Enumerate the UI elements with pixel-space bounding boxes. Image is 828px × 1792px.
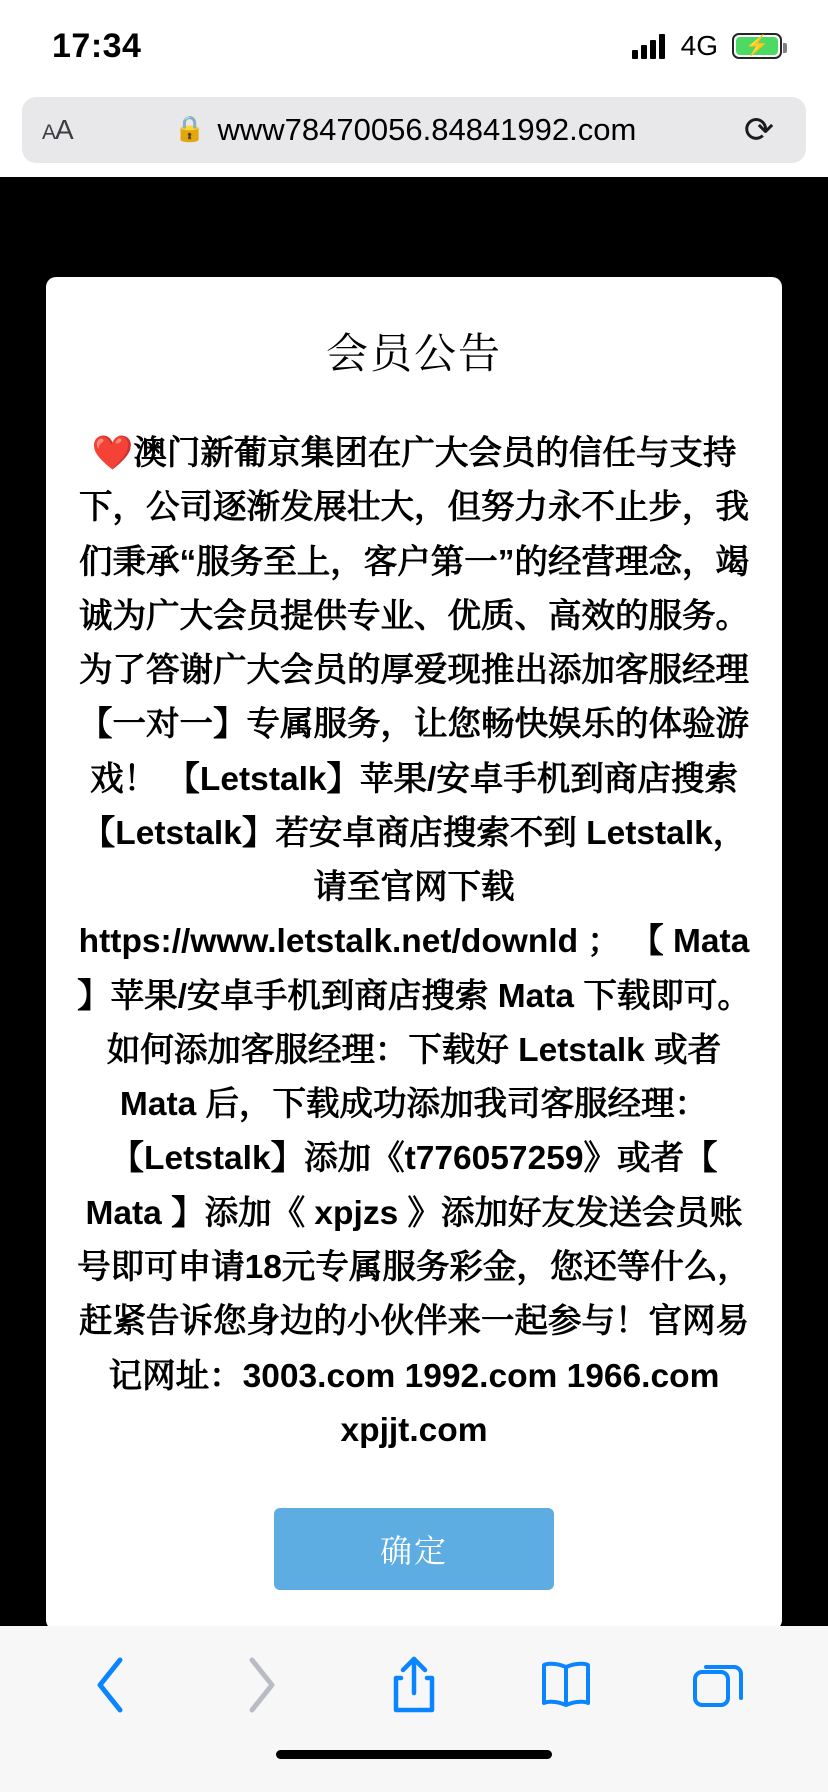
- dialog-title: 会员公告: [325, 330, 502, 377]
- browser-toolbar: [0, 1626, 828, 1744]
- status-time: 17:34: [52, 26, 142, 65]
- lock-icon: 🔒: [174, 115, 206, 143]
- share-icon[interactable]: [368, 1639, 460, 1731]
- cellular-signal-icon: [632, 33, 665, 59]
- confirm-button[interactable]: 确定: [274, 1508, 554, 1590]
- member-announcement-dialog: [46, 277, 782, 1626]
- url-display[interactable]: [93, 112, 718, 148]
- browser-address-bar: [0, 92, 828, 177]
- reload-icon[interactable]: ⟳: [743, 108, 775, 150]
- web-page-content: [0, 177, 828, 1626]
- home-indicator[interactable]: [276, 1750, 552, 1759]
- status-indicators: [632, 30, 782, 62]
- url-text: www78470056.84841992.com: [217, 111, 637, 147]
- battery-charging-icon: ⚡: [732, 33, 782, 59]
- url-pill[interactable]: [22, 97, 806, 163]
- book-icon[interactable]: [520, 1639, 612, 1731]
- network-type-label: 4G: [680, 30, 718, 61]
- chevron-left-icon[interactable]: [64, 1639, 156, 1731]
- status-bar: [0, 0, 828, 92]
- chevron-right-icon[interactable]: [216, 1639, 308, 1731]
- text-size-button[interactable]: AA: [42, 113, 73, 145]
- tabs-icon[interactable]: [672, 1639, 764, 1731]
- dialog-body-text: ❤️澳门新葡京集团在广大会员的信任与支持下，公司逐渐发展壮大，但努力永不止步，我们秉承“服务至上，客户第一”的经营理念，竭诚为广大会员提供专业、优质、高效的服务。为了答谢广大会员的厚爱现推出添加客服经理【一对一】专属服务，让您畅快娱乐的体验游戏！ 【Letstalk】苹果/安卓手机到商店搜索【Letstalk】若安卓商店搜索不到 Letstalk，请至官网下载 https://www.letstalk.net/downld ； 【 Mata 】苹果/安卓手机到商店搜索 Mata 下载即可。 如何添加客服经理：下载好 Letstalk 或者 Mata 后，下载成功添加我司客服经理： 【Letstalk】添加《t776057259》或者【 Mata 】添加《 xpjzs 》添加好友发送会员账号即可申请18元专属服务彩金，您还等什么，赶紧告诉您身边的小伙伴来一起参与！官网易记网址：3003.com 1992.com 1966.com xpjjt.com: [77, 435, 751, 1449]
- home-indicator-area: [0, 1744, 828, 1792]
